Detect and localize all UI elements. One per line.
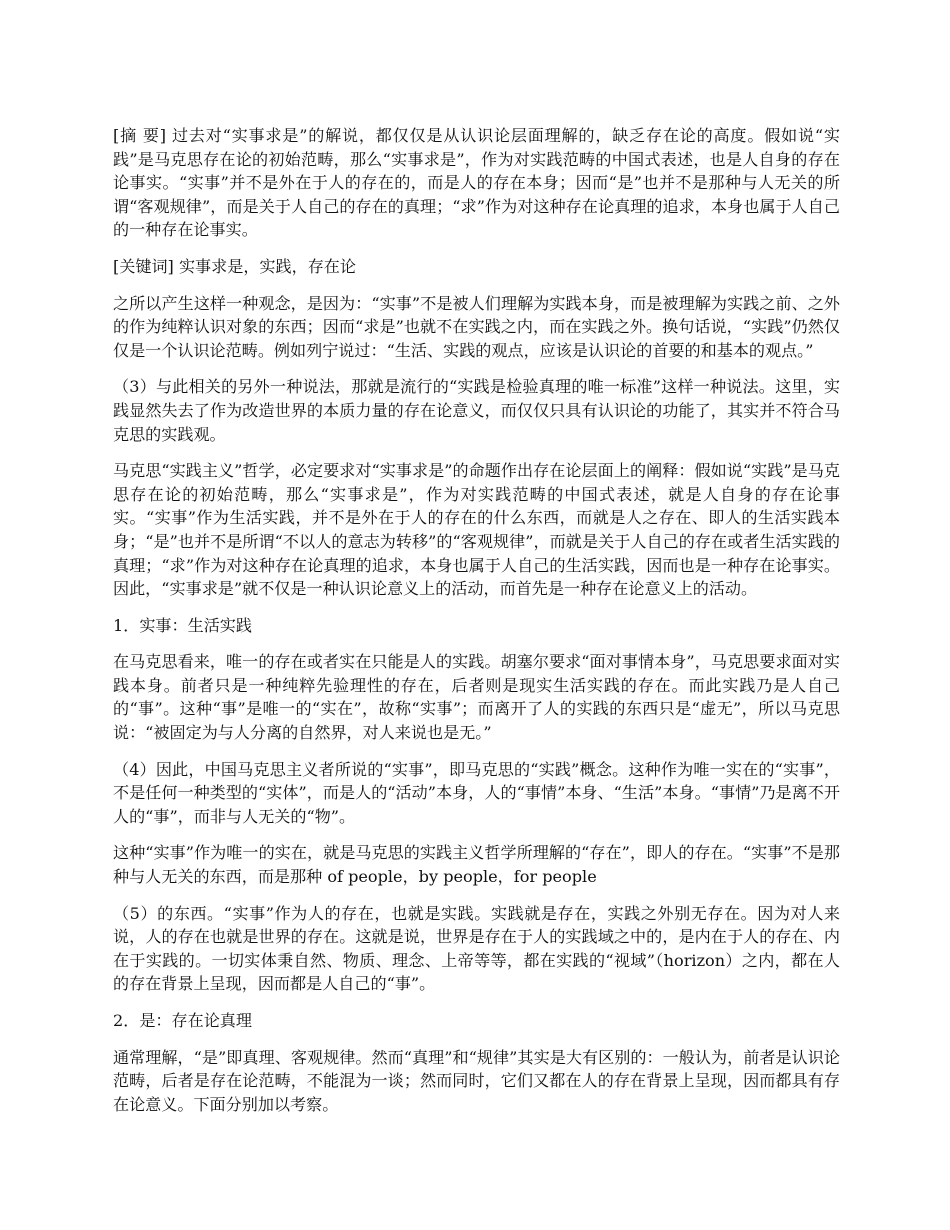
body-paragraph: 这种“实事”作为唯一的实在，就是马克思的实践主义哲学所理解的“存在”，即人的存在。“实事”不是那种与人无关的东西，而是那种 of people，by people，for people xyxy=(113,843,840,887)
document-body xyxy=(113,124,840,1116)
section-heading: 2．是：存在论真理 xyxy=(113,1011,252,1030)
body-paragraph: 在马克思看来，唯一的存在或者实在只能是人的实践。胡塞尔要求“面对事情本身”，马克思要求面对实践本身。前者只是一种纯粹先验理性的存在，后者则是现实生活实践的存在。而此实践乃是人自己的“事”。这种“事”是唯一的“实在”，故称“实事”；而离开了人的实践的东西只是“虚无”，所以马克思说：“被固定为与人分离的自然界，对人来说也是无。” xyxy=(113,652,840,743)
body-paragraph: （4）因此，中国马克思主义者所说的“实事”，即马克思的“实践”概念。这种作为唯一实在的“实事”，不是任何一种类型的“实体”，而是人的“活动”本身，人的“事情”本身、“生活”本身。“事情”乃是离不开人的“事”，而非与人无关的“物”。 xyxy=(113,759,840,826)
abstract-paragraph: [摘 要] 过去对“实事求是”的解说，都仅仅是从认识论层面理解的，缺乏存在论的高度。假如说“实践”是马克思存在论的初始范畴，那么“实事求是”，作为对实践范畴的中国式表述，也是人自身的存在论事实。“实事”并不是外在于人的存在的，而是人的存在本身；因而“是”也并不是那种与人无关的所谓“客观规律”，而是关于人自己的存在的真理；“求”作为对这种存在论真理的追求，本身也属于人自己的一种存在论事实。 xyxy=(113,126,840,240)
body-paragraph: （5）的东西。“实事”作为人的存在，也就是实践。实践就是存在，实践之外别无存在。因为对人来说，人的存在也就是世界的存在。这就是说，世界是存在于人的实践域之中的，是内在于人的存在、内在于实践的。一切实体秉自然、物质、理念、上帝等等，都在实践的“视域”（horizon）之内，都在人的存在背景上呈现，因而都是人自己的“事”。 xyxy=(113,903,840,994)
body-paragraph: 通常理解，“是”即真理、客观规律。然而“真理”和“规律”其实是大有区别的：一般认为，前者是认识论范畴，后者是存在论范畴，不能混为一谈；然而同时，它们又都在人的存在背景上呈现，因而都具有存在论意义。下面分别加以考察。 xyxy=(113,1047,840,1114)
body-paragraph: （3）与此相关的另外一种说法，那就是流行的“实践是检验真理的唯一标准”这样一种说法。这里，实践显然失去了作为改造世界的本质力量的存在论意义，而仅仅只具有认识论的功能了，其实并不符合马克思的实践观。 xyxy=(113,377,840,444)
keywords-paragraph: [关键词] 实事求是，实践，存在论 xyxy=(113,256,356,276)
body-paragraph: 马克思“实践主义”哲学，必定要求对“实事求是”的命题作出存在论层面上的阐释：假如说“实践”是马克思存在论的初始范畴，那么“实事求是”，作为对实践范畴的中国式表述，就是人自身的存在论事实。“实事”作为生活实践，并不是外在于人的存在的什么东西，而就是人之存在、即人的生活实践本身；“是”也并不是所谓“不以人的意志为转移”的“客观规律”，而就是关于人自己的存在或者生活实践的真理；“求”作为对这种存在论真理的追求，本身也属于人自己的生活实践，因而也是一种存在论事实。因此，“实事求是”就不仅是一种认识论意义上的活动，而首先是一种存在论意义上的活动。 xyxy=(113,461,840,599)
body-paragraph: 之所以产生这样一种观念，是因为：“实事”不是被人们理解为实践本身，而是被理解为实践之前、之外的作为纯粹认识对象的东西；因而“求是”也就不在实践之内，而在实践之外。换句话说，“实践”仍然仅仅是一个认识论范畴。例如列宁说过：“生活、实践的观点，应该是认识论的首要的和基本的观点。” xyxy=(113,293,840,360)
section-heading: 1．实事：生活实践 xyxy=(113,615,252,635)
